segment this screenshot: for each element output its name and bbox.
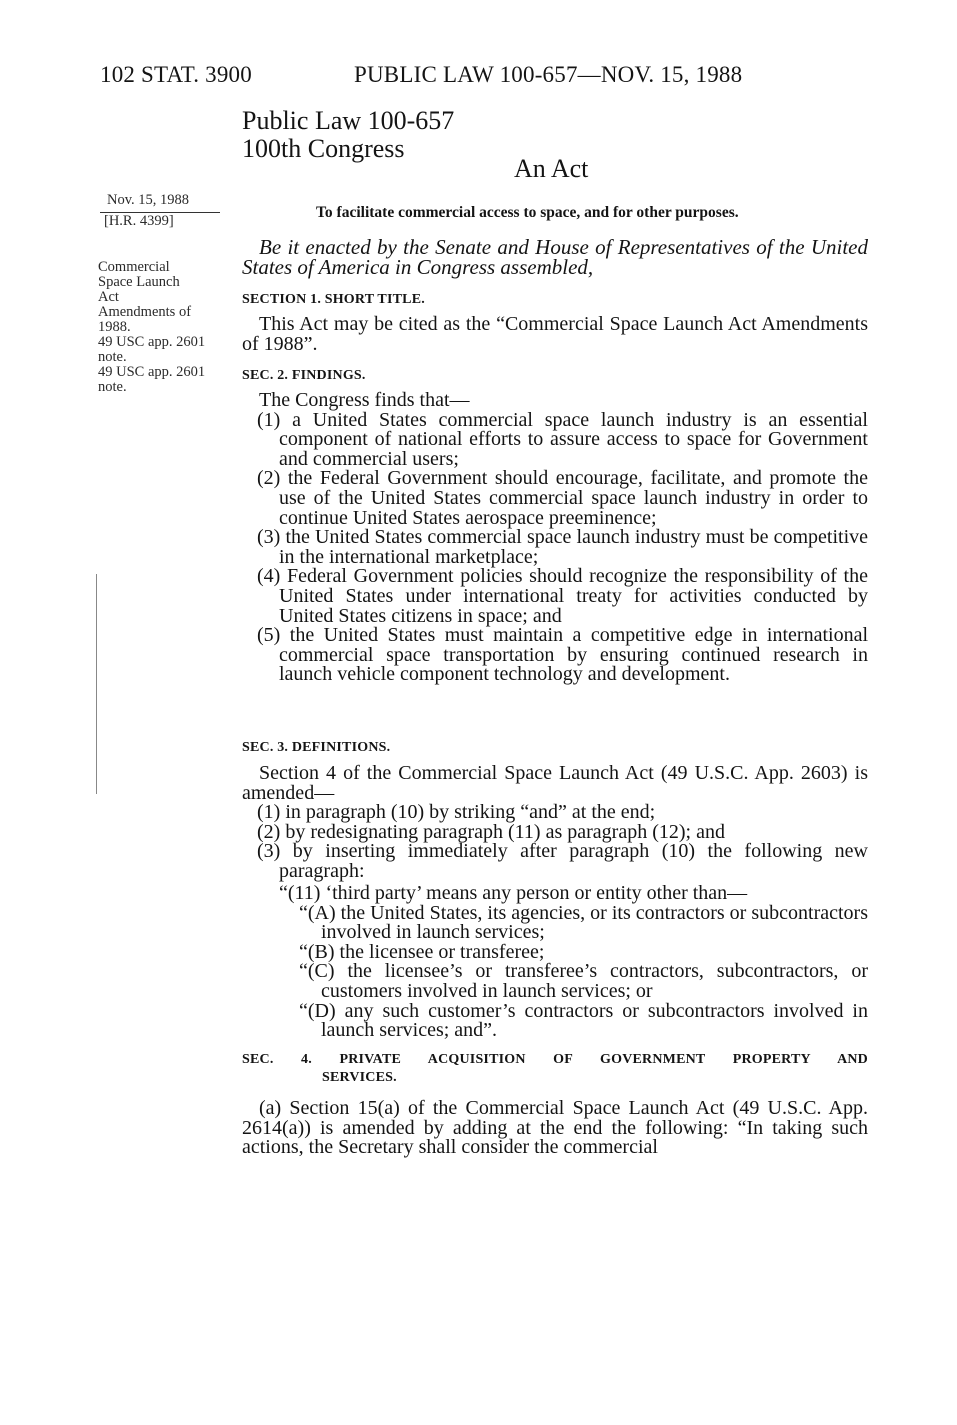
amendment-item: (3) by inserting immediately after paragraph (10) the following new paragraph: [257, 840, 868, 882]
section-1-body [242, 315, 868, 354]
margin-note-line: 49 USC app. 2601 [98, 334, 206, 350]
margin-note-line: 49 USC app. 2601 [98, 364, 206, 380]
amendment-item: (2) by redesignating paragraph (11) as paragraph (12); and [257, 820, 725, 843]
margin-date: Nov. 15, 1988 [107, 192, 190, 208]
finding-item: (2) the Federal Government should encourage, facilitate, and promote the use of the United States commercial space launch industry in order to continue United States aerospace preeminence; [257, 467, 868, 529]
section-2-heading: SEC. 2. FINDINGS. [242, 368, 366, 383]
quoted-definition [279, 884, 868, 1041]
finding-item: (3) the United States commercial space launch industry must be competitive in the international marketplace; [257, 526, 868, 568]
margin-note-line: note. [98, 379, 127, 395]
enacting-clause-text: Be it enacted by the Senate and House of Representatives of the United States of America in Congress assembled, [242, 235, 868, 279]
section-3-heading: SEC. 3. DEFINITIONS. [242, 740, 391, 755]
section-4-body [242, 1099, 868, 1158]
public-law-number: Public Law 100-657 [242, 106, 455, 135]
finding-item: (5) the United States must maintain a competitive edge in international commercial space transportation by ensuring continued research in launch vehicle component technology and development. [257, 624, 868, 686]
section-1-heading: SECTION 1. SHORT TITLE. [242, 292, 425, 307]
margin-note-line: Amendments of [98, 304, 192, 320]
long-title: To facilitate commercial access to space, and for other purposes. [316, 204, 739, 221]
finding-item: (1) a United States commercial space launch industry is an essential component of national efforts to assure access to space for Government and commercial users; [257, 408, 868, 470]
scan-artifact-line [96, 574, 97, 794]
congress-number: 100th Congress [242, 134, 405, 163]
an-act-heading: An Act [514, 154, 589, 183]
margin-note-line: 1988. [98, 319, 131, 335]
quoted-subparagraph: “(C) the licensee’s or transferee’s contractors, subcontractors, or customers involved in launch services; or [299, 960, 868, 1002]
section-4-heading: SEC. 4. PRIVATE ACQUISITION OF GOVERNMENT PROPERTY AND [242, 1052, 868, 1067]
margin-bill-number: [H.R. 4399] [104, 213, 174, 229]
section-2-intro: The Congress finds that— [259, 389, 470, 411]
section-4-heading-continued: SERVICES. [322, 1070, 397, 1085]
section-2-body [242, 391, 868, 685]
quoted-definition-lead: “(11) ‘third party’ means any person or entity other than— [279, 882, 748, 904]
section-4-text: (a) Section 15(a) of the Commercial Space Launch Act (49 U.S.C. App. 2614(a)) is amended by adding at the end the following: “In taking such actions, the Secretary shall consider the commercial [242, 1097, 868, 1159]
law-title-block [242, 107, 454, 163]
quoted-subparagraph: “(A) the United States, its agencies, or its contractors or subcontractors involved in launch services; [299, 901, 868, 944]
quoted-subparagraph: “(B) the licensee or transferee; [299, 940, 545, 963]
quoted-subparagraph: “(D) any such customer’s contractors or subcontractors involved in launch services; and”. [299, 999, 868, 1042]
margin-note-line: note. [98, 349, 127, 365]
margin-notes [98, 260, 238, 395]
finding-item: (4) Federal Government policies should recognize the responsibility of the United States under international treaty for activities conducted by United States citizens in space; and [257, 565, 868, 627]
margin-note-line: Act [98, 289, 119, 305]
running-head: PUBLIC LAW 100-657—NOV. 15, 1988 [354, 62, 743, 87]
margin-note-line: Space Launch [98, 274, 180, 290]
amendment-item: (1) in paragraph (10) by striking “and” at the end; [257, 801, 656, 824]
stat-page-reference: 102 STAT. 3900 [100, 62, 252, 87]
section-1-text: This Act may be cited as the “Commercial Space Launch Act Amendments of 1988”. [242, 313, 868, 355]
margin-note-line: Commercial [98, 259, 170, 275]
enacting-clause [242, 235, 868, 279]
section-3-body [242, 764, 868, 882]
section-3-intro: Section 4 of the Commercial Space Launch Act (49 U.S.C. App. 2603) is amended— [242, 762, 868, 804]
